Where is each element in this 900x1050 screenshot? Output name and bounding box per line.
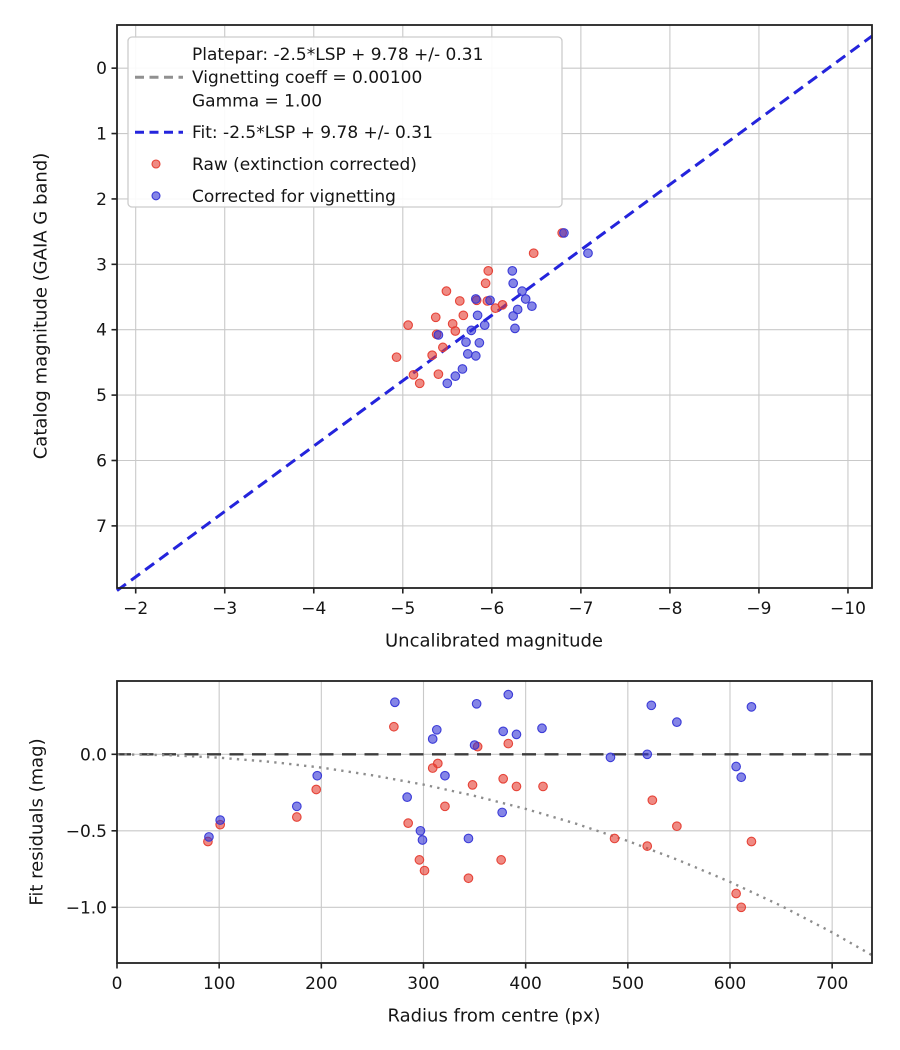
legend-label: Gamma = 1.00 xyxy=(192,91,323,112)
data-point xyxy=(216,816,225,825)
data-point xyxy=(484,267,493,276)
data-point xyxy=(511,324,520,333)
x-tick-label: 0 xyxy=(111,974,123,994)
data-point xyxy=(512,730,521,739)
data-point xyxy=(432,726,441,735)
x-tick-label: 700 xyxy=(815,974,849,994)
legend-label: Raw (extinction corrected) xyxy=(192,155,417,175)
data-point xyxy=(472,295,481,304)
data-point xyxy=(648,796,657,805)
data-point xyxy=(415,856,424,865)
data-point xyxy=(499,774,508,783)
data-point xyxy=(434,370,443,379)
top-plot xyxy=(96,25,872,619)
data-point xyxy=(418,836,427,845)
data-point xyxy=(415,379,424,388)
data-point xyxy=(420,866,429,875)
data-point xyxy=(312,785,321,794)
data-point xyxy=(504,739,513,748)
data-point xyxy=(481,279,490,288)
x-tick-label: 500 xyxy=(611,974,645,994)
data-point xyxy=(610,834,619,843)
data-point xyxy=(538,724,547,733)
data-point xyxy=(455,297,464,306)
data-point xyxy=(647,701,656,710)
data-point xyxy=(464,834,473,843)
data-point xyxy=(458,365,467,374)
data-point xyxy=(463,350,472,359)
legend-dot-swatch xyxy=(152,192,160,200)
legend-label: Vignetting coeff = 0.00100 xyxy=(192,68,423,89)
data-point xyxy=(737,773,746,782)
data-point xyxy=(606,753,615,762)
data-point xyxy=(643,750,652,759)
data-point xyxy=(497,856,506,865)
data-point xyxy=(480,321,489,330)
data-point xyxy=(498,808,507,817)
data-point xyxy=(509,279,518,288)
data-point xyxy=(433,759,442,768)
legend-dot-swatch xyxy=(152,160,160,168)
data-point xyxy=(404,321,413,330)
x-tick-label: −2 xyxy=(123,599,149,619)
x-tick-label: −3 xyxy=(212,599,238,619)
data-point xyxy=(732,762,741,771)
data-point xyxy=(434,331,443,340)
x-tick-label: −8 xyxy=(657,599,683,619)
data-point xyxy=(508,267,517,276)
data-point xyxy=(293,813,302,822)
x-tick-label: −7 xyxy=(568,599,594,619)
plot-background xyxy=(117,681,872,963)
data-point xyxy=(404,819,413,828)
data-point xyxy=(472,352,481,361)
data-point xyxy=(313,771,322,780)
data-point xyxy=(205,833,214,842)
data-point xyxy=(513,305,522,314)
data-point xyxy=(392,353,401,362)
y-tick-label: −0.5 xyxy=(65,821,107,842)
data-point xyxy=(451,372,460,381)
y-tick-label: 7 xyxy=(96,516,107,537)
data-point xyxy=(521,295,530,304)
data-point xyxy=(470,741,479,750)
data-point xyxy=(673,822,682,831)
data-point xyxy=(499,727,508,736)
data-point xyxy=(443,379,452,388)
y-tick-label: 0.0 xyxy=(79,745,107,766)
data-point xyxy=(747,837,756,846)
data-point xyxy=(409,371,418,380)
bottom-plot xyxy=(66,681,872,994)
x-tick-label: 100 xyxy=(202,974,236,994)
data-point xyxy=(539,782,548,791)
data-point xyxy=(737,903,746,912)
x-tick-label: −10 xyxy=(830,599,866,619)
data-point xyxy=(584,249,593,258)
y-tick-label: 4 xyxy=(96,320,107,341)
data-point xyxy=(451,327,460,336)
bottom-xaxis-label: Radius from centre (px) xyxy=(387,1005,601,1027)
legend-label: Platepar: -2.5*LSP + 9.78 +/- 0.31 xyxy=(192,45,484,65)
x-tick-label: 400 xyxy=(509,974,542,994)
data-point xyxy=(464,874,473,883)
data-point xyxy=(504,690,513,699)
data-point xyxy=(486,296,495,305)
data-point xyxy=(529,249,538,258)
data-point xyxy=(391,698,400,707)
x-tick-label: −5 xyxy=(390,599,416,619)
data-point xyxy=(473,311,482,320)
data-point xyxy=(462,338,471,347)
legend xyxy=(128,37,562,207)
data-point xyxy=(732,889,741,898)
data-point xyxy=(459,311,468,320)
y-tick-label: 1 xyxy=(96,124,107,145)
data-point xyxy=(747,703,756,712)
data-point xyxy=(441,802,450,811)
data-point xyxy=(403,793,412,802)
data-point xyxy=(673,718,682,727)
data-point xyxy=(560,229,569,238)
x-tick-label: 600 xyxy=(713,974,747,994)
top-xaxis-label: Uncalibrated magnitude xyxy=(384,630,604,652)
data-point xyxy=(528,302,537,311)
data-point xyxy=(643,842,652,851)
data-point xyxy=(431,313,440,322)
data-point xyxy=(416,826,425,835)
x-tick-label: 300 xyxy=(407,974,440,994)
x-tick-label: 200 xyxy=(305,974,338,994)
data-point xyxy=(498,301,507,310)
data-point xyxy=(472,699,481,708)
data-point xyxy=(467,326,476,335)
data-point xyxy=(468,781,477,790)
data-point xyxy=(428,351,437,360)
bottom-yaxis-label: Fit residuals (mag) xyxy=(26,738,48,906)
data-point xyxy=(428,735,437,744)
x-tick-label: −9 xyxy=(746,599,772,619)
y-tick-label: −1.0 xyxy=(65,898,107,919)
x-tick-label: −6 xyxy=(479,599,505,619)
data-point xyxy=(475,338,484,347)
y-tick-label: 2 xyxy=(96,189,107,210)
data-point xyxy=(390,722,399,731)
data-point xyxy=(512,782,521,791)
legend-label: Corrected for vignetting xyxy=(192,186,396,207)
legend-label: Fit: -2.5*LSP + 9.78 +/- 0.31 xyxy=(192,123,433,144)
top-yaxis-label: Catalog magnitude (GAIA G band) xyxy=(30,152,52,460)
y-tick-label: 0 xyxy=(96,59,107,80)
data-point xyxy=(518,287,527,296)
y-tick-label: 6 xyxy=(96,451,107,472)
x-tick-label: −4 xyxy=(301,599,327,619)
data-point xyxy=(439,343,448,352)
data-point xyxy=(442,287,451,296)
y-tick-label: 3 xyxy=(96,255,107,276)
data-point xyxy=(293,802,302,811)
data-point xyxy=(441,771,450,780)
y-tick-label: 5 xyxy=(96,386,107,407)
